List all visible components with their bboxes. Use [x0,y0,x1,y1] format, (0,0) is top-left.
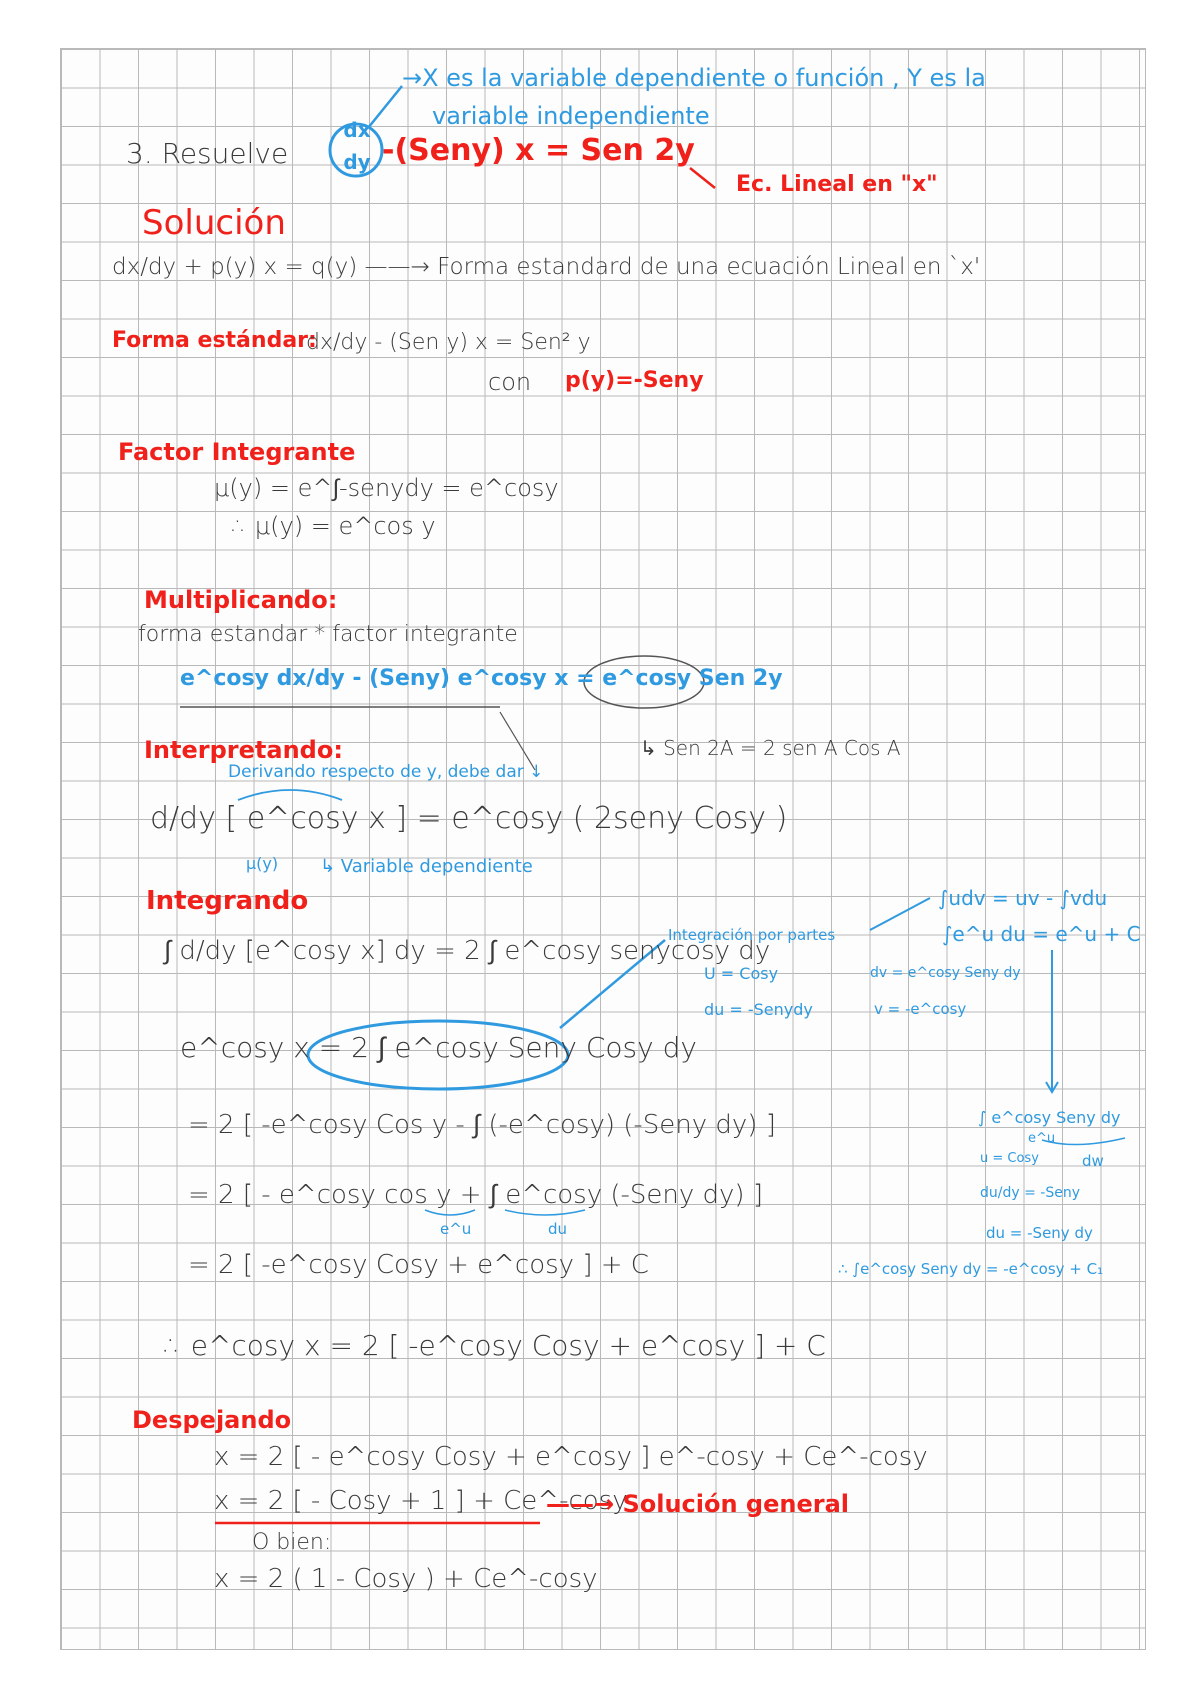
eu-label: e^u [440,1220,472,1238]
mu-label: μ(y) [246,854,279,873]
factor-line1: μ(y) = e^∫-senydy = e^cosy [214,474,559,502]
multiplicando-subtitle: forma estandar * factor integrante [138,622,518,647]
note-x-variable-2: variable independiente [432,102,710,130]
obien-label: O bien: [252,1530,332,1555]
parts-du: du = -Senydy [704,1000,813,1019]
linear-note: Ec. Lineal en "x" [736,172,938,197]
note-x-variable: →X es la variable dependiente o función , Y es la [402,64,986,92]
solucion-heading: Solución [142,203,286,243]
parts-u: U = Cosy [704,964,779,983]
parts-dv: dv = e^cosy Seny dy [870,965,1021,981]
integrando-line5: = 2 [ -e^cosy Cosy + e^cosy ] + C [188,1250,649,1280]
p-value: p(y)=-Seny [565,368,704,393]
sub-u: u = Cosy [980,1151,1039,1166]
problem-label: 3. Resuelve [126,137,289,170]
variable-label: ↳ Variable dependiente [320,856,533,877]
multiplicando-heading: Multiplicando: [144,586,338,614]
solucion-general-label: ——→ Solución general [546,1490,850,1518]
sub-eu: e^u [1028,1131,1056,1146]
factor-heading: Factor Integrante [118,438,356,466]
equation-frac-num: dx [343,118,371,142]
equation-frac-den: dy [343,150,371,174]
sub-result: ∴ ∫e^cosy Seny dy = -e^cosy + C₁ [838,1260,1104,1278]
sub-du: du = -Seny dy [986,1224,1093,1242]
sen2a-identity: ↳ Sen 2A = 2 sen A Cos A [640,736,901,760]
parts-formula1: ∫udv = uv - ∫vdu [938,886,1108,910]
despejando-line2: x = 2 [ - Cosy + 1 ] + Ce^-cosy [214,1486,628,1516]
sub-integral: ∫ e^cosy Seny dy [978,1108,1121,1127]
derivative-note: Derivando respecto de y, debe dar ↓ [228,762,544,782]
forma-estandar-equation: dx/dy - (Sen y) x = Sen² y [306,330,591,355]
du-label: du [548,1220,568,1238]
integrando-line3: = 2 [ -e^cosy Cos y - ∫ (-e^cosy) (-Seny dy) ] [188,1110,776,1140]
forma-estandar-label: Forma estándar: [112,328,317,353]
interpretando-equation: d/dy [ e^cosy x ] = e^cosy ( 2seny Cosy ) [150,801,788,836]
sub-dw: dw [1082,1152,1104,1170]
standard-form-general: dx/dy + p(y) x = q(y) ——→ Forma estandard de una ecuación Lineal en `x' [112,254,981,280]
sub-dudy: du/dy = -Seny [980,1185,1080,1201]
multiplicando-equation: e^cosy dx/dy - (Seny) e^cosy x = e^cosy Sen 2y [180,666,783,691]
parts-label: Integración por partes [668,926,836,944]
parts-formula2: ∫e^u du = e^u + C [942,922,1141,946]
con-label: con [488,368,532,396]
integrando-line4: = 2 [ - e^cosy cos y + ∫ e^cosy (-Seny dy) ] [188,1180,763,1210]
parts-v: v = -e^cosy [874,1000,967,1018]
despejando-line3: x = 2 ( 1 - Cosy ) + Ce^-cosy [214,1564,598,1594]
factor-line2: ∴ μ(y) = e^cos y [232,512,436,540]
equation-rest: -(Seny) x = Sen 2y [382,133,695,168]
despejando-line1: x = 2 [ - e^cosy Cosy + e^cosy ] e^-cosy + Ce^-cosy [214,1442,928,1472]
integrando-line6: ∴ e^cosy x = 2 [ -e^cosy Cosy + e^cosy ] + C [164,1329,826,1362]
integrando-heading: Integrando [146,886,309,916]
integrando-line1: ∫ d/dy [e^cosy x] dy = 2 ∫ e^cosy senycosy dy [164,936,771,966]
integrando-line2: e^cosy x = 2 ∫ e^cosy Seny Cosy dy [180,1031,697,1064]
interpretando-heading: Interpretando: [144,736,343,764]
despejando-heading: Despejando [132,1406,292,1434]
